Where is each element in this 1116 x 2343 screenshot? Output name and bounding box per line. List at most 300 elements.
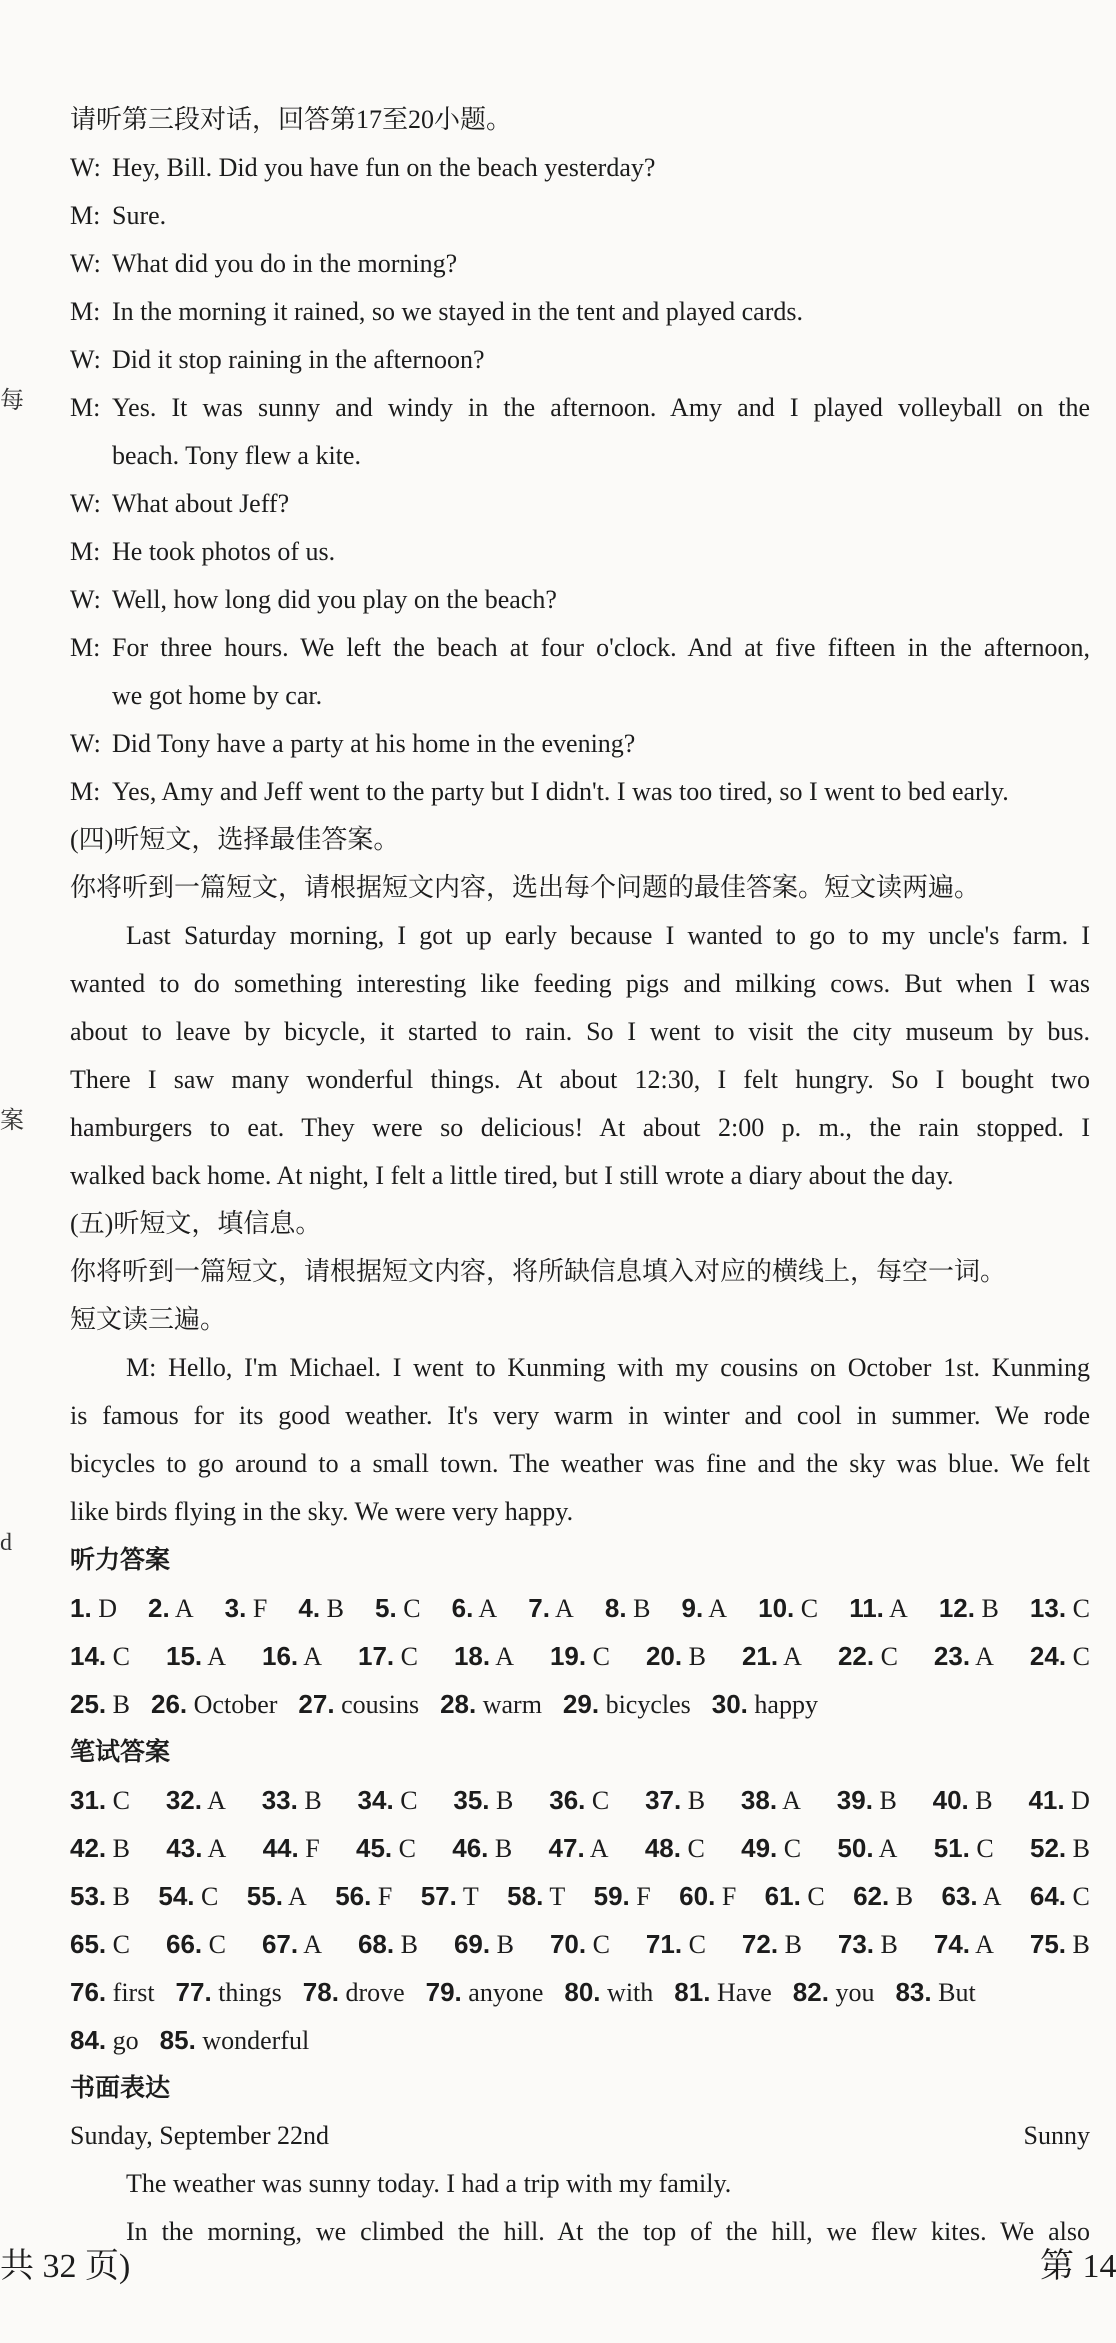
answer-number: 71. [645, 1929, 683, 1959]
answer-number: 58. [507, 1881, 544, 1911]
answer-number: 19. [549, 1641, 587, 1671]
passage-line: walked back home. At night, I felt a little tired, but I still wrote a diary about the day. [70, 1161, 954, 1190]
answer-item [838, 1632, 898, 1680]
answer-item [335, 1872, 392, 1920]
answer-row [70, 1584, 1090, 1632]
diary-weather: Sunny [1023, 2121, 1090, 2150]
answer-number: 64. [1029, 1881, 1067, 1911]
listening-answers-title: 听力答案 [70, 1545, 171, 1574]
answer-item [853, 1872, 913, 1920]
answer-item [941, 1872, 1001, 1920]
answer-value: F [305, 1834, 320, 1863]
answer-value: C [687, 1834, 705, 1863]
answer-item [679, 1872, 736, 1920]
answer-value: A [303, 1642, 322, 1671]
answer-item [356, 1824, 416, 1872]
answer-value: B [688, 1642, 706, 1671]
answer-item [70, 2016, 139, 2065]
answer-item [934, 1824, 994, 1872]
answer-value: C [688, 1930, 706, 1959]
answer-number: 3. [224, 1593, 247, 1623]
answer-item [151, 1680, 277, 1729]
answer-value: B [326, 1594, 344, 1623]
answer-value: C [403, 1594, 421, 1623]
answer-value: C [400, 1786, 418, 1815]
speaker: M: [70, 537, 101, 566]
answer-item [934, 1632, 994, 1680]
answer-number: 65. [70, 1929, 107, 1959]
answer-value: you [835, 1978, 875, 2007]
margin-fragment: 案 [0, 1108, 24, 1134]
answer-number: 35. [453, 1785, 490, 1815]
answer-item [262, 1776, 322, 1824]
answer-item [645, 1824, 705, 1872]
answer-value: B [879, 1786, 897, 1815]
answer-row [70, 2016, 1090, 2064]
speaker: M: [70, 393, 101, 422]
answer-value: A [975, 1642, 994, 1671]
answer-value: things [218, 1978, 282, 2007]
answer-item [262, 1920, 322, 1968]
answer-number: 28. [440, 1689, 477, 1719]
answer-number: 13. [1029, 1593, 1067, 1623]
answer-number: 27. [298, 1689, 335, 1719]
answer-number: 45. [355, 1833, 393, 1863]
passage-line: hamburgers to eat. They were so delicious! At about 2:00 p. m., the rain stopped. I [70, 1113, 1090, 1142]
answer-number: 40. [932, 1785, 969, 1815]
answer-value: B [112, 1690, 130, 1719]
dialogue-text: For three hours. We left the beach at four o'clock. And at five fifteen in the afternoon, [112, 633, 1090, 662]
answer-number: 67. [261, 1929, 299, 1959]
answer-item [645, 1776, 705, 1824]
answer-item [452, 1584, 498, 1632]
dialogue-text: Yes. It was sunny and windy in the afternoon. Amy and I played volleyball on the [112, 393, 1090, 422]
answer-value: wonderful [202, 2026, 310, 2055]
answer-item [646, 1920, 706, 1968]
passage-line: There I saw many wonderful things. At about 12:30, I felt hungry. So I bought two [70, 1065, 1090, 1094]
answer-number: 60. [679, 1881, 716, 1911]
answer-item [225, 1584, 268, 1632]
answer-row [70, 1872, 1090, 1920]
answer-item [1030, 1632, 1090, 1680]
answer-item [681, 1584, 727, 1632]
answer-value: B [880, 1930, 898, 1959]
answer-number: 47. [548, 1833, 585, 1863]
section3-intro: 请听第三段对话，回答第17至20小题。 [70, 105, 513, 134]
answer-item [712, 1680, 818, 1729]
answer-value: first [112, 1978, 155, 2007]
essay-line: The weather was sunny today. I had a trip with my family. [126, 2169, 732, 2198]
answer-number: 52. [1029, 1833, 1067, 1863]
answer-number: 33. [261, 1785, 298, 1815]
answer-item [452, 1824, 512, 1872]
speaker: M: [70, 201, 101, 230]
answer-value: C [800, 1594, 819, 1623]
passage-line: Last Saturday morning, I got up early because I wanted to go to my uncle's farm. I [126, 921, 1090, 950]
dialogue-line [70, 384, 1090, 432]
section4-title: (四)听短文，选择最佳答案。 [70, 825, 400, 854]
answer-item [1030, 1872, 1090, 1920]
answer-value: B [304, 1786, 322, 1815]
answer-item [166, 1632, 226, 1680]
answer-item [70, 1680, 130, 1729]
passage-line: M: Hello, I'm Michael. I went to Kunming with my cousins on October 1st. Kunming [126, 1353, 1090, 1382]
answer-number: 82. [792, 1977, 829, 2007]
answer-value: drove [345, 1978, 405, 2007]
passage-line: wanted to do something interesting like feeding pigs and milking cows. But when I was [70, 969, 1090, 998]
answer-value: F [377, 1882, 393, 1911]
answer-value: B [975, 1786, 993, 1815]
answer-item [742, 1632, 802, 1680]
answer-item [70, 1872, 130, 1920]
margin-fragment: d [0, 1530, 12, 1556]
answer-value: October [193, 1690, 278, 1719]
answer-item [507, 1872, 565, 1920]
answer-value: C [880, 1642, 898, 1671]
answer-value: B [1072, 1834, 1090, 1863]
answer-value: F [252, 1594, 268, 1623]
answer-item [358, 1632, 418, 1680]
answer-number: 23. [933, 1641, 971, 1671]
answer-number: 25. [70, 1689, 107, 1719]
answer-item [758, 1584, 818, 1632]
answer-number: 44. [262, 1833, 299, 1863]
speaker: W: [70, 153, 101, 182]
answer-value: B [687, 1786, 706, 1815]
dialogue-line [70, 288, 1090, 336]
dialogue-continuation: beach. Tony flew a kite. [112, 441, 361, 470]
page-content [70, 96, 1090, 2256]
page-footer-left: 共 32 页) [0, 2248, 131, 2285]
answer-value: B [112, 1882, 130, 1911]
answer-number: 29. [562, 1689, 600, 1719]
answer-number: 41. [1028, 1785, 1065, 1815]
answer-item [426, 1968, 544, 2017]
answer-item [550, 1632, 610, 1680]
answer-value: bicycles [605, 1690, 691, 1719]
section5-passage [70, 1344, 1090, 1536]
answer-item [549, 1776, 609, 1824]
answer-value: C [807, 1882, 825, 1911]
answer-value: A [207, 1834, 227, 1863]
answer-item [70, 1968, 155, 2017]
answer-item [453, 1776, 513, 1824]
answer-value: C [112, 1642, 130, 1671]
answer-value: A [478, 1594, 498, 1623]
passage-line: about to leave by bicycle, it started to rain. So I went to visit the city museum by bus. [70, 1017, 1090, 1046]
answer-value: C [208, 1930, 226, 1959]
answer-number: 11. [849, 1593, 884, 1623]
dialogue-text: What did you do in the morning? [112, 249, 458, 278]
dialogue-line [70, 720, 1090, 768]
answer-item [1028, 1776, 1089, 1824]
answer-number: 84. [70, 2025, 107, 2055]
dialogue-line [70, 768, 1090, 816]
answer-number: 6. [451, 1593, 474, 1623]
answer-value: A [878, 1834, 898, 1863]
answer-value: cousins [341, 1690, 420, 1719]
dialogue [70, 144, 1090, 816]
answer-number: 79. [425, 1977, 462, 2007]
section4-instruction: 你将听到一篇短文，请根据短文内容，选出每个问题的最佳答案。短文读两遍。 [70, 873, 981, 902]
section4-passage [70, 912, 1090, 1200]
answer-item [70, 1920, 130, 1968]
answer-number: 57. [420, 1881, 457, 1911]
diary-header [70, 2112, 1090, 2160]
answer-number: 51. [933, 1833, 970, 1863]
section5-title: (五)听短文，填信息。 [70, 1209, 322, 1238]
answer-value: B [496, 1930, 514, 1959]
speaker: W: [70, 489, 101, 518]
answer-value: B [633, 1594, 651, 1623]
passage-line: is famous for its good weather. It's very warm in winter and cool in summer. We rode [70, 1401, 1090, 1430]
answer-number: 37. [645, 1785, 682, 1815]
answer-item [549, 1824, 609, 1872]
answer-number: 16. [261, 1641, 299, 1671]
answer-number: 30. [711, 1689, 748, 1719]
answer-value: D [98, 1594, 117, 1623]
answer-value: C [591, 1786, 610, 1815]
answer-item [176, 1968, 282, 2017]
answer-value: A [555, 1594, 574, 1623]
margin-fragment: 每 [0, 388, 24, 414]
answer-value: go [112, 2026, 139, 2055]
speaker: W: [70, 729, 101, 758]
answer-number: 2. [148, 1593, 170, 1623]
answer-value: F [636, 1882, 651, 1911]
answer-number: 38. [740, 1785, 778, 1815]
answer-item [166, 1824, 226, 1872]
answer-number: 70. [549, 1929, 587, 1959]
answer-item [741, 1776, 801, 1824]
dialogue-text: Did it stop raining in the afternoon? [112, 345, 485, 374]
answer-number: 85. [159, 2025, 196, 2055]
dialogue-continuation: we got home by car. [112, 681, 323, 710]
answer-value: A [888, 1594, 908, 1623]
answer-item [70, 1584, 117, 1632]
answer-number: 8. [604, 1593, 627, 1623]
answer-row [70, 1632, 1090, 1680]
dialogue-text: What about Jeff? [112, 489, 290, 518]
answer-item [262, 1632, 322, 1680]
answer-item [742, 1920, 802, 1968]
answer-number: 18. [453, 1641, 491, 1671]
answer-value: A [207, 1642, 226, 1671]
answer-value: B [112, 1834, 130, 1863]
dialogue-line [70, 192, 1090, 240]
answer-item [837, 1776, 897, 1824]
answer-number: 68. [357, 1929, 395, 1959]
answer-value: A [207, 1786, 226, 1815]
answer-number: 12. [938, 1593, 975, 1623]
answer-number: 53. [70, 1881, 107, 1911]
answer-number: 15. [165, 1641, 203, 1671]
writing-title: 书面表达 [70, 2073, 171, 2102]
answer-item [166, 1920, 226, 1968]
answer-item [70, 1776, 130, 1824]
answer-value: D [1071, 1786, 1090, 1815]
answer-number: 1. [70, 1593, 92, 1623]
answer-value: A [982, 1882, 1002, 1911]
answer-value: B [1072, 1930, 1090, 1959]
dialogue-text: Well, how long did you play on the beach? [112, 585, 557, 614]
answer-number: 76. [70, 1977, 107, 2007]
answer-item [158, 1872, 218, 1920]
answer-item [298, 1680, 419, 1729]
answer-value: But [938, 1978, 976, 2007]
answer-value: B [784, 1930, 802, 1959]
answer-row [70, 1776, 1090, 1824]
answer-number: 81. [674, 1977, 711, 2007]
answer-item [765, 1872, 825, 1920]
answer-number: 54. [158, 1881, 195, 1911]
answer-value: A [782, 1786, 801, 1815]
answer-item [358, 1776, 418, 1824]
answer-value: B [895, 1882, 914, 1911]
answer-number: 78. [302, 1977, 339, 2007]
answer-item [247, 1872, 307, 1920]
answer-number: 14. [70, 1641, 107, 1671]
answer-number: 32. [165, 1785, 202, 1815]
answer-item [454, 1632, 514, 1680]
diary-date: Sunday, September 22nd [70, 2121, 329, 2150]
answer-row [70, 1824, 1090, 1872]
answer-number: 72. [741, 1929, 779, 1959]
answer-number: 4. [298, 1593, 321, 1623]
answer-number: 50. [837, 1833, 874, 1863]
section5-instruction: 你将听到一篇短文，请根据短文内容，将所缺信息填入对应的横线上，每空一词。 [70, 1257, 1007, 1286]
answer-value: C [1072, 1642, 1090, 1671]
essay-line: In the morning, we climbed the hill. At the top of the hill, we flew kites. We also [126, 2217, 1090, 2246]
answer-item [933, 1776, 993, 1824]
answer-number: 61. [764, 1881, 801, 1911]
answer-number: 43. [166, 1833, 203, 1863]
answer-item [440, 1680, 542, 1729]
answer-number: 42. [70, 1833, 107, 1863]
speaker: M: [70, 777, 101, 806]
answer-value: C [201, 1882, 219, 1911]
answer-row [70, 1680, 1090, 1728]
dialogue-line [70, 576, 1090, 624]
answer-value: F [721, 1882, 737, 1911]
answer-item [263, 1824, 320, 1872]
answer-value: A [288, 1882, 307, 1911]
answer-item [646, 1632, 706, 1680]
answer-value: A [495, 1642, 514, 1671]
passage-line: like birds flying in the sky. We were very happy. [70, 1497, 574, 1526]
answer-value: with [607, 1978, 654, 2007]
answer-value: C [783, 1834, 802, 1863]
answer-item [528, 1584, 574, 1632]
answer-item [934, 1920, 994, 1968]
answer-number: 49. [741, 1833, 778, 1863]
answer-value: C [592, 1642, 610, 1671]
dialogue-line [70, 624, 1090, 672]
answer-value: C [400, 1642, 418, 1671]
answer-number: 66. [165, 1929, 203, 1959]
answer-value: A [783, 1642, 802, 1671]
page-footer-right: 第 14 [1040, 2248, 1116, 2285]
answer-value: A [975, 1930, 994, 1959]
answer-number: 21. [741, 1641, 779, 1671]
answer-value: B [981, 1594, 999, 1623]
answer-number: 63. [941, 1881, 978, 1911]
answer-value: A [303, 1930, 322, 1959]
answer-item [594, 1872, 651, 1920]
dialogue-line [70, 528, 1090, 576]
answer-value: C [976, 1834, 994, 1863]
answer-item [1030, 1920, 1090, 1968]
answer-number: 7. [528, 1593, 550, 1623]
answer-number: 9. [681, 1593, 704, 1623]
listening-answers [70, 1584, 1090, 1728]
answer-number: 20. [645, 1641, 683, 1671]
answer-number: 55. [246, 1881, 283, 1911]
answer-value: C [1072, 1882, 1090, 1911]
answer-item [148, 1584, 194, 1632]
written-answers [70, 1776, 1090, 2064]
dialogue-line [70, 480, 1090, 528]
section5-instruction: 短文读三遍。 [70, 1305, 227, 1334]
dialogue-text: He took photos of us. [112, 537, 336, 566]
answer-item [793, 1968, 875, 2017]
answer-number: 56. [335, 1881, 372, 1911]
dialogue-text: Did Tony have a party at his home in the evening? [112, 729, 636, 758]
answer-number: 73. [837, 1929, 875, 1959]
answer-number: 17. [357, 1641, 395, 1671]
answer-number: 34. [357, 1785, 394, 1815]
dialogue-text: Sure. [112, 201, 167, 230]
answer-value: C [398, 1834, 416, 1863]
answer-number: 74. [933, 1929, 971, 1959]
answer-value: happy [754, 1690, 818, 1719]
answer-number: 10. [758, 1593, 795, 1623]
answer-item [298, 1584, 344, 1632]
answer-item [838, 1920, 898, 1968]
answer-number: 48. [644, 1833, 681, 1863]
answer-row [70, 1920, 1090, 1968]
answer-value: C [1072, 1594, 1090, 1623]
answer-value: Have [716, 1978, 772, 2007]
answer-value: C [112, 1786, 130, 1815]
speaker: W: [70, 345, 101, 374]
answer-item [605, 1584, 651, 1632]
answer-item [70, 1632, 130, 1680]
answer-value: A [174, 1594, 194, 1623]
answer-value: T [549, 1882, 566, 1911]
answer-item [550, 1920, 610, 1968]
answer-item [70, 1824, 130, 1872]
answer-number: 77. [175, 1977, 212, 2007]
answer-number: 39. [836, 1785, 873, 1815]
answer-value: B [400, 1930, 418, 1959]
answer-value: anyone [468, 1978, 544, 2007]
answer-value: warm [482, 1690, 542, 1719]
answer-item [421, 1872, 479, 1920]
answer-item [837, 1824, 897, 1872]
answer-item [1030, 1584, 1090, 1632]
dialogue-line [70, 336, 1090, 384]
dialogue-text: Yes, Amy and Jeff went to the party but I didn't. I was too tired, so I went to bed early. [112, 777, 1009, 806]
answer-number: 46. [452, 1833, 489, 1863]
answer-item [358, 1920, 418, 1968]
dialogue-line [70, 144, 1090, 192]
answer-number: 83. [895, 1977, 932, 2007]
dialogue-text: Hey, Bill. Did you have fun on the beach yesterday? [112, 153, 656, 182]
answer-value: C [112, 1930, 130, 1959]
answer-item [741, 1824, 801, 1872]
answer-item [563, 1680, 691, 1729]
